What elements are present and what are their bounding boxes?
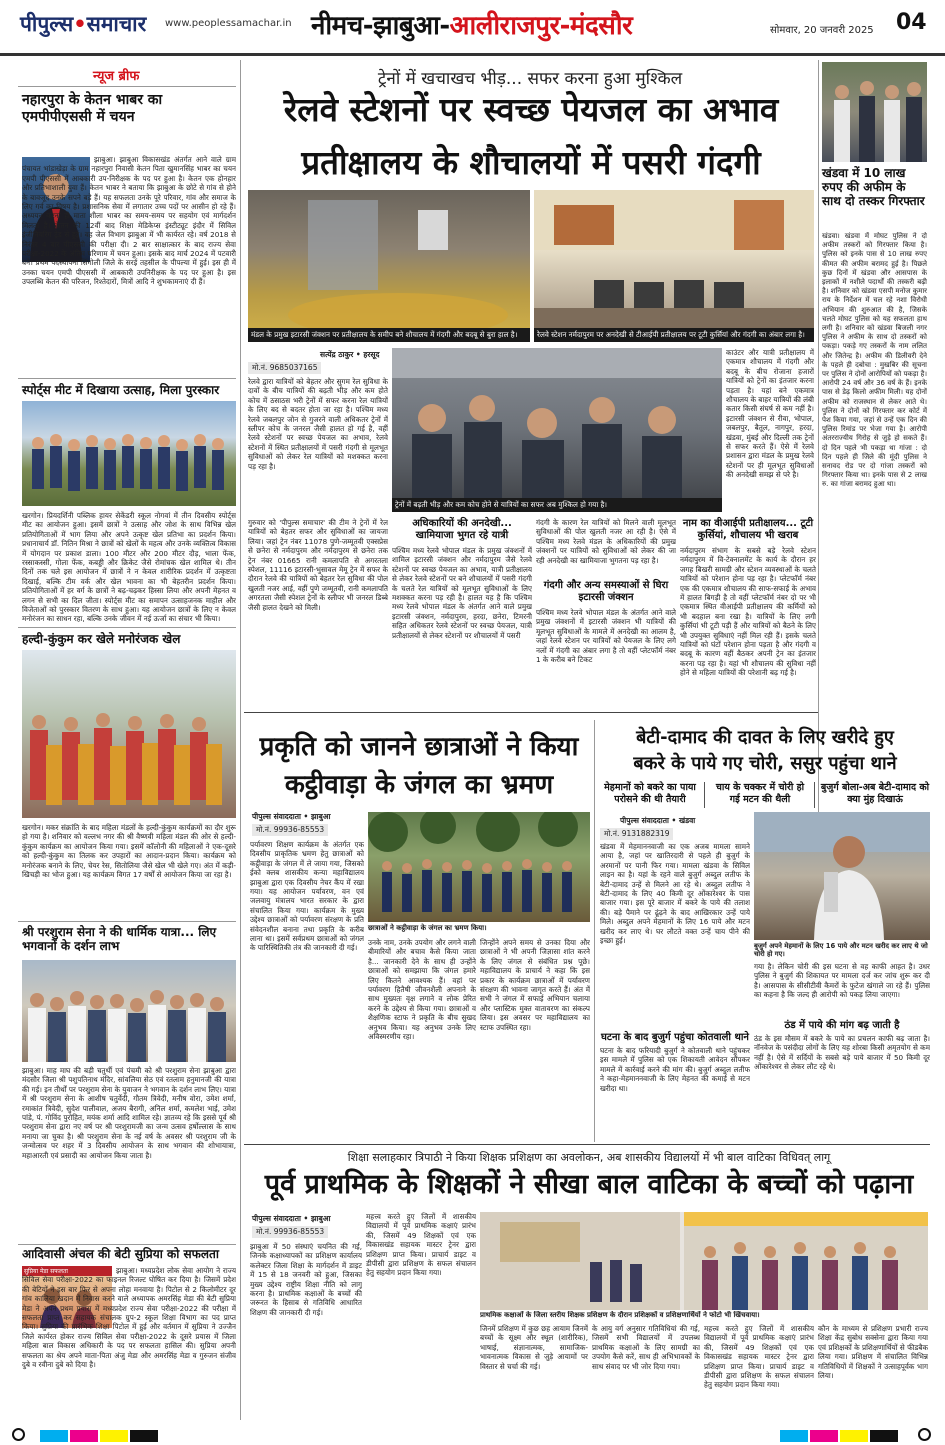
story-text: नर्मदापुरम संभाग के सबसे बड़े रेलवे स्टेशन नर्मदापुरम में वि-टेक्नालमेंट के कार्य के दौरान हर जगह बिखरी सामग्री और स्टेशन व्यवस्थाओं के चलते यात्रियों को परेशान होना पड़ रहा है। प्लेटफॉर्म नंबर एक की एकमात्र शौचालय की साफ-सफाई के अभाव में हालत बिगड़ी है तो वहीं प्लेटफॉर्म नंबर दो पर भी एकमात्र स्थित वीआईपी प्रतीक्षालय की कर्मियों को भी बदहाल बना रखा है। यात्रियों के लिए लगी कुर्सियां भी टूटी पड़ी हैं और यात्रियों को बैठने के लिए भी उपयुक्त सुविधाएं नहीं मिल रही हैं। इसके चलते यात्रियों को घंटों परेशान होना पड़ता है और गंदगी व बदबू के कारण वहीं बैठकर अपनी ट्रेन का इंतजार करना पड़ रहा है। यहां भी शौचालय की सुविधा नहीं होने से महिला यात्रियों की परेशानी बढ़ गई है। (680, 546, 816, 678)
story-headline: स्पोर्ट्स मीट में दिखाया उत्साह, मिला पुरस्कार (22, 383, 220, 397)
byline: पीपुल्स संवाददाता • खंडवा (620, 816, 696, 825)
byline: पीपुल्स संवाददाता • झाबुआ (252, 1214, 331, 1223)
divider (18, 1244, 236, 1245)
theft-headline-2: बकरे के पाये गए चोरी, ससुर पहुंचा थाने (633, 753, 897, 774)
story-text: कौन के माध्यम से प्रशिक्षण प्रभारी राज्य शिक्षा केंद्र सुबोध सक्सेना द्वारा किया गया एवं प्रशिक्षकों के प्रशिक्षणार्थियों से फीडबैक लिया गया। प्रशिक्षण में संचालित विभिन्न गतिविधियों में शिक्षकों ने उत्साहपूर्वक भाग लिया। (818, 1324, 928, 1381)
teacher-training-photos (480, 1212, 928, 1310)
lead-headline-1: रेलवे स्टेशनों पर स्वच्छ पेयजल का अभाव (283, 90, 779, 129)
logo-dot: • (73, 12, 87, 36)
column-rule (814, 782, 815, 808)
person-icon (754, 812, 930, 940)
edu-headline: पूर्व प्राथमिक के शिक्षकों ने सीखा बाल वाटिका के बच्चों को पढ़ाना (264, 1169, 914, 1200)
story-text: जिन्होंने अपने समय से उनका दिया और छात्राओं ने भी अपनी जिज्ञासा शांत करने के लिए जंगल से संबंधित प्रश्न पूछे। महाविद्यालय के प्राचार्य ने कहा कि इस प्रकार के कार्यक्रम छात्राओं में पर्यावरण संरक्षण की भावना जागृत करते हैं। अंत में सभी ने जंगल में सफाई अभियान चलाया और प्लास्टिक मुक्त वातावरण का संकल्प लिया। इस अवसर पर महाविद्यालय का स्टाफ उपस्थित रहा। (480, 938, 590, 1032)
column-rule (818, 60, 819, 920)
story-text: काउंटर और यात्री प्रतीक्षालय में एकमात्र शौचालय में गंदगी और बदबू के बीच रोजाना हजारों यात्रियों को ट्रेनों का इंतजार करना पड़ता है। यहां बने एकमात्र शौचालय के बाहर यात्रियों की लंबी कतार किसी संघर्ष से कम नहीं है। इटारसी जंक्शन से रीवा, भोपाल, जबलपुर, बैतूल, नागपुर, हरदा, खंडवा, मुंबई और दिल्ली तक ट्रेनों से सफर करते हैं। ऐसे में रेलवे प्रशासन द्वारा मंडल के प्रमुख रेलवे स्टेशनों पर ही मूलभूत सुविधाओं की अनदेखी समझ से परे है। (726, 348, 814, 480)
photo-caption: मंडल के प्रमुख इटारसी जंक्शन पर प्रतीक्षालय के समीप बने शौचालय में गंदगी और बदबू से बुरा हाल है। (248, 328, 530, 342)
story-text: झाबुआ। झाबुआ विकासखंड अंतर्गत आने वाले ग्राम पंचायत भांडाखेड़ा के ग्राम नहारपुरा निवासी केतन पिता खुमानसिंह भाबर का चयन एमपी पीएससी में आबकारी उप-निरीक्षक के पद पर हुआ है। केतन एक होनहार और प्रतिभाशाली युवा हैं। केतन भाबर ने बताया कि झाबुआ के छोटे से गांव से होने के बावजूद उनके सपने बड़े हैं। यह सफलता उनके पूरे परिवार, गांव और समाज के लिए गर्व का विषय है। प्रशासनिक सेवा में लगातार उच्च पदों पर आसीन हो रहे हैं। अध्ययन करना ही माता शीला भाबर का समय-समय पर सहयोग एवं मार्गदर्शन मिलता है। केतन की 12वीं बाद शिक्षा मेडिकेप्स इंस्टीट्यूट इंदौर में सिविल इंजीनियरिंग ट्रेड से हुई। वह जेल विभाग झाबुआ में भी कार्यरत रहे। वर्ष 2018 से निरंतर 4 बार पीएससी की परीक्षा दी। 2 बार साक्षात्कार के बाद राज्य सेवा परीक्षा-2022 के अंतिम परिणाम में चयन हुआ। इसके बाद मार्च 2024 में पटवारी बने। प्रथम पदस्थापना सिंगोली जिले के सरई तहसील के पीपल्या में हुई। इस ही में उनका चयन एमपी पीएससी में आबकारी उपनिरीक्षक के पद पर हुआ है। इस उपलब्धि केतन की परिजन, रिश्तेदारों, मित्रों आदि ने शुभकामनाएं दी हैं। (22, 155, 236, 287)
story-text: पश्चिम मध्य रेलवे भोपाल मंडल के अंतर्गत आने वाले प्रमुख जंक्शनों में इटारसी जंक्शन भी यात्रियों की मूलभूत सुविधाओं के मामले में अनदेखी का आलम है, जहां रेलवे स्टेशन पर यात्रियों को पेयजल के लिए लगे नलों में गंदगी का अंबार लगा है तो वहीं प्लेटफॉर्म नंबर 1 के करीब बने टिकट (536, 608, 676, 665)
story-text: महत्त्व करते हुए जिलों में शासकीय विद्यालयों में पूर्व प्राथमिक कक्षाएं प्रारंभ की, जिसमें 49 शिक्षकों एवं एक विकासखंड सहायक मास्टर ट्रेनर द्वारा प्रशिक्षण प्राप्त किया। प्राचार्य डाइट व डीपीसी द्वारा प्रशिक्षण के सफल संचालन हेतु सहयोग प्रदान किया गया। (704, 1324, 814, 1390)
arrested-smugglers-photo (822, 62, 927, 162)
chairs-scene (534, 190, 814, 340)
story-text: पर्यावरण शिक्षण कार्यक्रम के अंतर्गत एक दिवसीय प्राकृतिक भ्रमण हेतु छात्राओं को कट्ठीवाड़ा के जंगल में ले जाया गया, जिसको ईको क्लब शासकीय कन्या महाविद्यालय झाबुआ द्वारा एक दिवसीय नेचर कैंप में रखा गया। यह आयोजन पर्यावरण, वन एवं जलवायु मंत्रालय भारत सरकार के द्वारा संचालित किया गया। कार्यक्रम के मुख्य उद्देश्य छात्राओं को पर्यावरण संरक्षण के प्रति संवेदनशील बनाना तथा प्रकृति के करीब लाना था। इसमें सर्वप्रथम छात्राओं को जंगल के पारिस्थितिकी तंत्र की जानकारी दी गई। (250, 840, 364, 953)
logo-part-1: पीपुल्स (20, 12, 74, 36)
story-text: खंडवा में मेहमाननवाजी का एक अजब मामला सामने आया है, जहां पर खातिरदारी से पहले ही बुजुर्ग के अरमानों पर पानी फिर गया। मामला खंडवा के सिविल लाइन का है। यहां के रहने वाले बुजुर्ग अब्दुल लतीफ के बेटी-दामाद उन्हें से मिलने आ रहे थे। अब्दुल लतीफ ने बेटी-दामाद के लिए 40 किमी दूर ओंकारेश्वर के पास बाजार गया। इस पूरे बाजार में बकरे के पाये की तलाश की। बड़े पैमाने पर ढूंढ़ने के बाद आखिरकार उन्हें पाये मिले। अब्दुल अपने मेहमानों के लिए 16 पाये और मटन खरीद कर लाए थे। घर लौटते वक्त उन्हें चाय पीने की इच्छा हुई। (600, 842, 750, 946)
nature-headline-2: कट्ठीवाड़ा के जंगल का भ्रमण (284, 770, 554, 800)
story-text: ठंड के इस मौसम में बकरे के पाये का प्रचलन काफी बढ़ जाता है। नॉनवेज के पसंदीदा लोगों के लिए यह शोरबा किसी अमृतयोग से कम नहीं है। ऐसे में सर्दियों के सबसे बड़े पाये बाजार में 50 किमी दूर ओंकारेश्वर से लेकर लौट रहे थे। (754, 1034, 930, 1072)
divider (18, 86, 236, 87)
edition-title (311, 6, 632, 42)
cyan-color-swatch (780, 1430, 808, 1442)
subheading: अधिकारियों की अनदेखी... खामियाजा भुगत रहे यात्री (412, 518, 512, 541)
story-text: जिनमें प्रशिक्षण में कुछ छह आयाम जिनमें बच्चों के सूक्ष्म और स्थूल (शारीरिक), भाषाई, संज्ञानात्मक, सामाजिक-भावनात्मक विकास से जुड़े आयामों पर विस्तार से चर्चा की गई। (480, 1324, 588, 1371)
lead-kicker: ट्रेनों में खचाखच भीड़... सफर करना हुआ मुश्किल (377, 69, 683, 89)
site-url: www.peoplessamachar.in (165, 18, 292, 29)
cyan-color-swatch (40, 1430, 68, 1442)
photo-caption: ट्रेनों में बढ़ती भीड़ और कम कोच होने से यात्रियों का सफर अब मुश्किल हो गया है। (392, 498, 722, 512)
group-icon (822, 62, 927, 162)
story-text: झाबुआ। मध्यप्रदेश लोक सेवा आयोग ने राज्य सिविल सेवा परीक्षा-2022 का फाइनल रिजल्ट घोषित कर दिया है। जिसमें प्रदेश की बेटियों ने इस बार फिर से अपना लोहा मनवाया है। पिटोल से 2 किलोमीटर दूर गांव कालिया खदान में निवास करने वाले अध्यापक अमरसिंह मेडा की बेटी सुप्रिया मेडा ने अपने प्रथम प्रयास में मध्यप्रदेश राज्य सेवा परीक्षा-2022 की परीक्षा में सफलता प्राप्त कर सहायक संचालक ग्रुप-2 स्कूल शिक्षा विभाग का पद प्राप्त किया। सुप्रिया की प्रारंभिक शिक्षा पिटोल में हुई और वर्तमान में सुप्रिया ने उज्जैन जिले कार्यरत होकर राज्य सिविल सेवा परीक्षा-2022 के दूसरे प्रयास में जिला महिला बाल विकास अधिकारी के पद पर सफलता हासिल की। सुप्रिया अपनी सफलता का श्रेय अपने माता-पिता अंजु मेडा और अमरसिंह मेडा व गुरुजन संजीव दुबे व रवीना दुबे को दिया है। (22, 1266, 236, 1370)
photo-caption: बुजुर्ग अपने मेहमानों के लिए 16 पाये और मटन खरीद कर लाए थे जो चोरी हो गए। (754, 942, 928, 958)
photo-banner-text: सुप्रिया मेडा सफलता (22, 1266, 112, 1276)
story-text: महत्त्व करते हुए जिलों में शासकीय विद्यालयों में पूर्व प्राथमिक कक्षाएं प्रारंभ की, जिसमें 49 शिक्षकों एवं एक विकासखंड सहायक मास्टर ट्रेनर द्वारा प्रशिक्षण प्राप्त किया। प्राचार्य डाइट व डीपीसी द्वारा प्रशिक्षण के सफल संचालन हेतु सहयोग प्रदान किया गया। (366, 1212, 476, 1278)
newspaper-logo (20, 10, 146, 38)
column-rule (704, 782, 705, 808)
story-text: खंडवा। खंडवा में मोघट पुलिस ने दो अफीम तस्करों को गिरफ्तार किया है। पुलिस को इनके पास से 10 लाख रुपए कीमत की अफीम बरामद हुई है। पिछले कुछ दिनों में खंडवा और आसपास के इलाकों में नशीले पदार्थों की तस्करी बढ़ी है। शनिवार को खंडवा एसपी मनोज कुमार राय के निर्देशन में चल रहे नशा विरोधी अभियान की शुरुआत की है, जिसके चलते मोघट पुलिस को यह सफलता हाथ लगी है। शनिवार को खंडवा बिजली नगर पुलिस ने अफीम के साथ दो तस्करों को पकड़ा। पकड़े गए तस्करों के नाम ललित और जितेन्द्र है। अफीम की डिलीवरी देने के पहले ही दबोचा : मुखबिर की सूचना पर पुलिस ने दोनों आरोपियों को पकड़ा है। आरोपी 24 वर्ष और 36 वर्ष के हैं। इनके पास से डेढ़ किलो अफीम मिली। यह दोनों अफीम को राजस्थान से लेकर आते थे। पुलिस ने दोनों को गिरफ्तार कर कोर्ट में पेश किया गया, जहां से उन्हें एक दिन की पुलिस रिमांड पर भेजा गया है। आरोपी अंतरराज्यीय गिरोह से जुड़े हो सकते हैं। दो दिन पहले भी पकड़ा था गांजा : दो दिन पहले ही जिले की मूंदी पुलिस ने सनावद रोड पर दो गांजा तस्करों को गिरफ्तार किया था। इनके पास से 2 लाख रु. का गांजा बरामद हुआ था। (822, 232, 927, 489)
group-icon (22, 960, 236, 1062)
black-color-swatch (870, 1430, 898, 1442)
story-headline: खंडवा में 10 लाख रुपए की अफीम के साथ दो तस्कर गिरफ्तार (822, 166, 925, 209)
subheading: नाम का वीआईपी प्रतीक्षालय... टूटी कुर्सियां, शौचालय भी खराब (682, 518, 814, 541)
story-text: झाबुआ में 50 संस्थाएं चयनित की गई, जिनके कक्षाध्यापकों का प्रशिक्षण कार्यालय कलेक्टर जिला शिक्षा के मार्गदर्शन में डाइट में 15 से 18 जनवरी को हुआ, जिसका मुख्य उद्देश्य राष्ट्रीय शिक्षा नीति को लागू करना है। प्राथमिक कक्षाओं के बच्चों की जरूरत के हिसाब से गतिविधि आधारित शिक्षण की जानकारी दी गई। (250, 1242, 362, 1317)
section-divider (244, 712, 818, 713)
toilet-scene (248, 190, 530, 340)
divider (18, 921, 236, 922)
sports-meet-photo (22, 401, 236, 506)
subheading: घटना के बाद बुजुर्ग पहुंचा कोतवाली थाने (601, 1032, 749, 1043)
registration-mark-icon (12, 1428, 25, 1441)
crowd-scene (392, 348, 722, 510)
column-rule (594, 720, 595, 1142)
magenta-color-swatch (70, 1430, 98, 1442)
story-text: खरगोन। प्रियदर्शिनी पब्लिक हायर सेकेंडरी स्कूल नोगवां में तीन दिवसीय स्पोर्ट्स मीट का आयोजन हुआ। इसमें छात्रों ने उत्साह और जोश के साथ विभिन्न खेल प्रतियोगिताओं में भाग लिया और अपने उत्कृष्ट खेल प्रतिभा का प्रदर्शन किया। प्रधानाचार्य डॉ. नितिन मिश्रा ने छात्रों को खेलों के महत्व और उनके व्यक्तित्व विकास में योगदान पर प्रकाश डाला। 100 मीटर और 200 मीटर दौड़, भाला फेंक, रस्साकस्सी, गोला फेंक, कबड्डी और क्रिकेट जैसे रोमांचक खेल शामिल थे। तीन दिनों तक चले इस आयोजन में छात्रों ने न केवल शारीरिक प्रदर्शन में उत्कृष्टता दिखाई, बल्कि टीम वर्क और खेल भावना का भी बेहतरीन प्रदर्शन किया। प्रतियोगिताओं में हर वर्ग के छात्रों ने बढ़-चढ़कर हिस्सा लिया और अपनी मेहनत व लगन से सभी का दिल जीता। स्पोर्ट्स मीट का समापन उत्साहजनक माहौल और विजेताओं को पुरस्कार वितरण के साथ हुआ। यह आयोजन छात्रों के लिए न केवल मनोरंजन का साधन रहा, बल्कि उनके जीवन में नई ऊर्जा का संचार भी किया। (22, 511, 236, 624)
magenta-color-swatch (810, 1430, 838, 1442)
news-brief-label: न्यूज ब्रीफ (93, 69, 140, 84)
photo-caption: छात्राओं ने कट्ठीवाड़ा के जंगल का भ्रमण किया। (368, 924, 487, 932)
reporter-mobile: मो.नं. 99936-85553 (252, 1226, 328, 1238)
story-text: खरगोन। मकर संक्रांति के बाद महिला मंडलों के हल्दी-कुंकुम कार्यक्रमों का दौर शुरू हो गया है। शनिवार को वल्लभ नगर की श्री वैष्णवी महिला मंडल की ओर से हल्दी-कुंकुम कार्यक्रम का आयोजन किया गया। इसमें कॉलोनी की महिलाओं ने एक-दूसरे को हल्दी-कुंकुम का तिलक कर उपहारों का आदान-प्रदान किया। कार्यक्रम को मनोरंजक बनाने के लिए, चेयर रेस, सितोलिया जैसे खेल भी खेले गए। अंत में कड़ी-खिचड़ी का भोज हुआ। यह कार्यक्रम विगत 17 वर्षों से आयोजन किया जा रहा है। (22, 823, 236, 880)
story-text: रेलवे द्वारा यात्रियों को बेहतर और सुगम रेल सुविधा के दावों के बीच यात्रियों की बढ़ती भीड़ और कम होते कोच में ठसाठस भरी ट्रेनों में सफर करना रेल यात्रियों के लिए बद से बदतर होता जा रहा है। पश्चिम मध्य रेलवे जबलपुर जोन से गुजरने वाली अधिकतर ट्रेनों में स्लीपर कोच के जनरल जैसी हालत हो गई है, वहीं रेलवे स्टेशनों पर स्वच्छ पेयजल का अभाव, रेलवे स्टेशनों में स्थित प्रतीक्षालयों में पसरी गंदगी से मूलभूत सुविधाओं को लेकर रेल यात्रियों को मशक्कत करना पड़ रहा है। (248, 377, 388, 471)
photo-caption: रेलवे स्टेशन नर्मदापुरम पर अनदेखी से टीआईपी प्रतीक्षालय पर टूटी कुर्सियां और गंदगी का अंबार लगा है। (534, 328, 814, 342)
subheading: ठंड में पाये की मांग बढ़ जाती है (784, 1020, 900, 1031)
byline: पीपुल्स संवाददाता • झाबुआ (252, 812, 331, 821)
yellow-color-swatch (100, 1430, 128, 1442)
registration-mark-icon (918, 1428, 931, 1441)
training-scene (480, 1212, 928, 1310)
theft-sub-3: बुजुर्ग बोला-अब बेटी-दामाद को क्या मुंह दिखाऊं (820, 782, 930, 805)
story-text: झाबुआ। माह माघ की बड़ी चतुर्थी एवं पंचमी को श्री परशुराम सेना झाबुआ द्वारा मंदसौर जिला श्री पशुपतिनाथ मंदिर, सांवलिया सेठ एवं रतलाम हनुमानजी की यात्रा की गई। इन तीर्थों पर परशुराम सेना के युवाजन ने भगवान के दर्शन लाभ लिए। यात्रा में श्री परशुराम सेना के आशीष चतुर्वेदी, गौतम त्रिवेदी, मनीष वोरा, उमेश शर्मा, रमाकांत त्रिवेदी, सुदेश पालीवाल, अजय बैरागी, अनिल शर्मा, कमलेश भाई, उमेश पांडे, पं. गोविंद पुरोहित, मयंक शर्मा आदि शामिल रहे। ज्ञातव्य रहे कि इससे पूर्व श्री परशुराम सेना द्वारा नए वर्ष पर श्री परशुरामजी का जन्म उत्सव हर्षोल्लास के साथ मनाया जा चुका है। श्री परशुराम सेना के नई वर्ष के अवसर श्री परशुराम जी के जन्मोत्सव पर शहर में 3 दिवसीय आयोजन के साथ भगवान की शोभायात्रा, महाआरती एवं प्रसादी का आयोजन किया जाता है। (22, 1066, 236, 1160)
lead-headline-2: प्रतीक्षालय के शौचालयों में पसरी गंदगी (301, 143, 761, 182)
page-number: 04 (896, 10, 927, 35)
toilet-filth-photo (248, 190, 530, 340)
story-headline: श्री परशुराम सेना ने की धार्मिक यात्रा... लिए भगवानों के दर्शन लाभ (22, 925, 217, 954)
story-text: के आयु वर्ग अनुसार गतिविधियां की गई, जिसमें सभी विद्यालयों में उपलब्ध प्राथमिक कक्षाओं के लिए सामग्री का उपयोग कैसे करें, साथ ही अभिभावकों के साथ संवाद पर भी जोर दिया गया। (592, 1324, 700, 1371)
byline: सत्येंद्र ठाकुर • हरसूद (320, 350, 380, 359)
crowded-train-photo (392, 348, 722, 510)
parshuram-sena-photo (22, 960, 236, 1062)
subheading: गंदगी और अन्य समस्याओं से घिरा इटारसी जंक्शन (543, 580, 669, 603)
theft-headline-1: बेटी-दामाद की दावत के लिए खरीदे हुए (636, 727, 894, 748)
story-text: उनके नाम, उनके उपयोग और लगने वाली बीमारियों और बचाव कैसे किया जाता है... जानकारी देने के साथ ही उन्होंने छात्राओं को समझाया कि जंगल हमारे लिए कितने आवश्यक हैं। वहां पर पर्यावरण हितैषी जीवनशैली अपनाने के साथ मुख्यतः वृक्ष लगाने व लोक प्रेरित करने के उद्देश्य से किया गया। छात्राओं व शैक्षणिक स्टाफ ने प्रकृति के बीच सुखद अनुभव किया। यह अनुभव उनके लिए अविस्मरणीय रहा। (368, 938, 476, 1042)
story-text: गुरुवार को 'पीपुल्स समाचार' की टीम ने ट्रेनों में रेल यात्रियों को बेहतर सफर और सुविधाओं का जायजा लिया। जहां ट्रेन नंबर 11078 पुणे-जम्मूतवी एक्सप्रेस से छनेरा से नर्मदापुरम और नर्मदापुरम से छनेरा तक ट्रेन नंबर 01665 रानी कमलापति से अगरतला स्पेशल, 11116 इटारसी-भुसावल मेमू ट्रेन में सफर के दौरान रेलवे की यात्रियों को बेहतर रेल सुविधा की पोल खुलती नजर आई, वहीं पुणे जम्मूतवी, रानी कमलापति अगरतला जैसी स्पेशल ट्रेनों के स्लीपर भी जनरल डिब्बे जैसी हालत देखने को मिली। (248, 518, 388, 612)
edition-title-b: आलीराजपुर-मंदसौर (449, 11, 633, 41)
divider (18, 627, 236, 628)
story-headline: नहारपुरा के केतन भाबर का एमपीपीएससी में चयन (22, 92, 163, 125)
forest-visit-photo (368, 812, 590, 922)
edition-title-a: नीमच-झाबुआ- (311, 11, 450, 41)
reporter-mobile: मो.नं. 9685037165 (248, 362, 321, 374)
reporter-mobile: मो.नं. 9131882319 (600, 828, 673, 840)
column-rule (240, 60, 241, 1420)
group-icon (22, 401, 236, 506)
story-text: पश्चिम मध्य रेलवे भोपाल मंडल के प्रमुख जंक्शनों में शामिल इटारसी जंक्शन और नर्मदापुरम जैसे रेलवे स्टेशनों पर स्वच्छ पेयजल का अभाव, यात्री प्रतीक्षालय से लेकर रेलवे स्टेशनों पर बने शौचालयों में पसरी गंदगी के चलते रेल यात्रियों को मूलभूत सुविधाओं के लिए मशक्कत करना पड़ रही है। हालत यह है कि पश्चिम मध्य रेलवे भोपाल मंडल के अंतर्गत आने वाले प्रमुख इटारसी जंक्शन, नर्मदापुरम, हरदा, छनेरा, टिमरनी सहित अधिकतर रेलवे स्टेशनों पर स्वच्छ पेयजल, यात्री प्रतीक्षालयों से लेकर स्टेशनों पर शौचालयों में पसरी (392, 546, 532, 640)
photo-caption: प्राथमिक कक्षाओं के जिला स्तरीय शिक्षक प्रशिक्षण के दौरान प्रशिक्षकों व प्रशिक्षणार्थियों ने फोटो भी खिंचवाया। (480, 1311, 760, 1319)
theft-sub-2: चाय के चक्कर में चोरी हो गई मटन की थैली (715, 782, 805, 805)
theft-sub-1: मेहमानों को बकरे का पाया परोसने की थी तैयारी (604, 782, 696, 805)
date-line: सोमवार, 20 जनवरी 2025 (770, 25, 874, 36)
story-text: गंदगी के कारण रेल यात्रियों को मिलने वाली मूलभूत सुविधाओं की पोल खुलती नजर आ रही है। ऐसे में पश्चिम मध्य रेलवे मंडल के अधिकारियों की प्रमुख जंक्शनों पर यात्रियों को सुविधाओं को लेकर की जा रही अनदेखी का खामियाजा भुगतना पड़ रहा है। (536, 518, 676, 565)
black-color-swatch (130, 1430, 158, 1442)
haldi-kumkum-photo (22, 650, 236, 818)
nature-headline-1: प्रकृति को जानने छात्राओं ने किया (259, 732, 579, 762)
group-icon (22, 650, 236, 818)
reporter-mobile: मो.नं. 99936-85553 (252, 824, 328, 836)
section-divider (244, 1144, 930, 1145)
yellow-color-swatch (840, 1430, 868, 1442)
complainant-photo (754, 812, 930, 940)
forest-group-scene (368, 812, 590, 922)
story-headline: आदिवासी अंचल की बेटी सुप्रिया को सफलता (22, 1247, 219, 1261)
logo-part-2: समाचार (86, 12, 147, 36)
story-text: घटना के बाद फरियादी बुजुर्ग ने कोतवाली थाने पहुंचकर इस मामले में पुलिस को एक शिकायती आवेदन सौंपकर मामले में कार्रवाई करने की मांग की। बुजुर्ग अब्दुल लतीफ ने कहा-मेहमाननवाजी के लिए मेहनत की कमाई से मटन खरीदा था। (600, 1046, 750, 1093)
story-headline: हल्दी-कुंकुम कर खेले मनोरंजक खेल (22, 632, 181, 646)
story-text: गया है। लेकिन चोरी की इस घटना से वह काफी आहत है। उधर पुलिस ने बुजुर्ग की शिकायत पर मामला दर्ज कर जांच शुरू कर दी है। आसपास के सीसीटीवी कैमरों के फुटेज खंगाले जा रहे हैं। पुलिस का कहना है कि जल्द ही आरोपी को पकड़ लिया जाएगा। (754, 962, 930, 1000)
edu-kicker: शिक्षा सलाहकार त्रिपाठी ने किया शिक्षक प्रशिक्षण का अवलोकन, अब शासकीय विद्यालयों में भी बाल वाटिका विधिवत् लागू (347, 1151, 831, 1164)
divider (18, 378, 236, 379)
waiting-room-photo (534, 190, 814, 340)
